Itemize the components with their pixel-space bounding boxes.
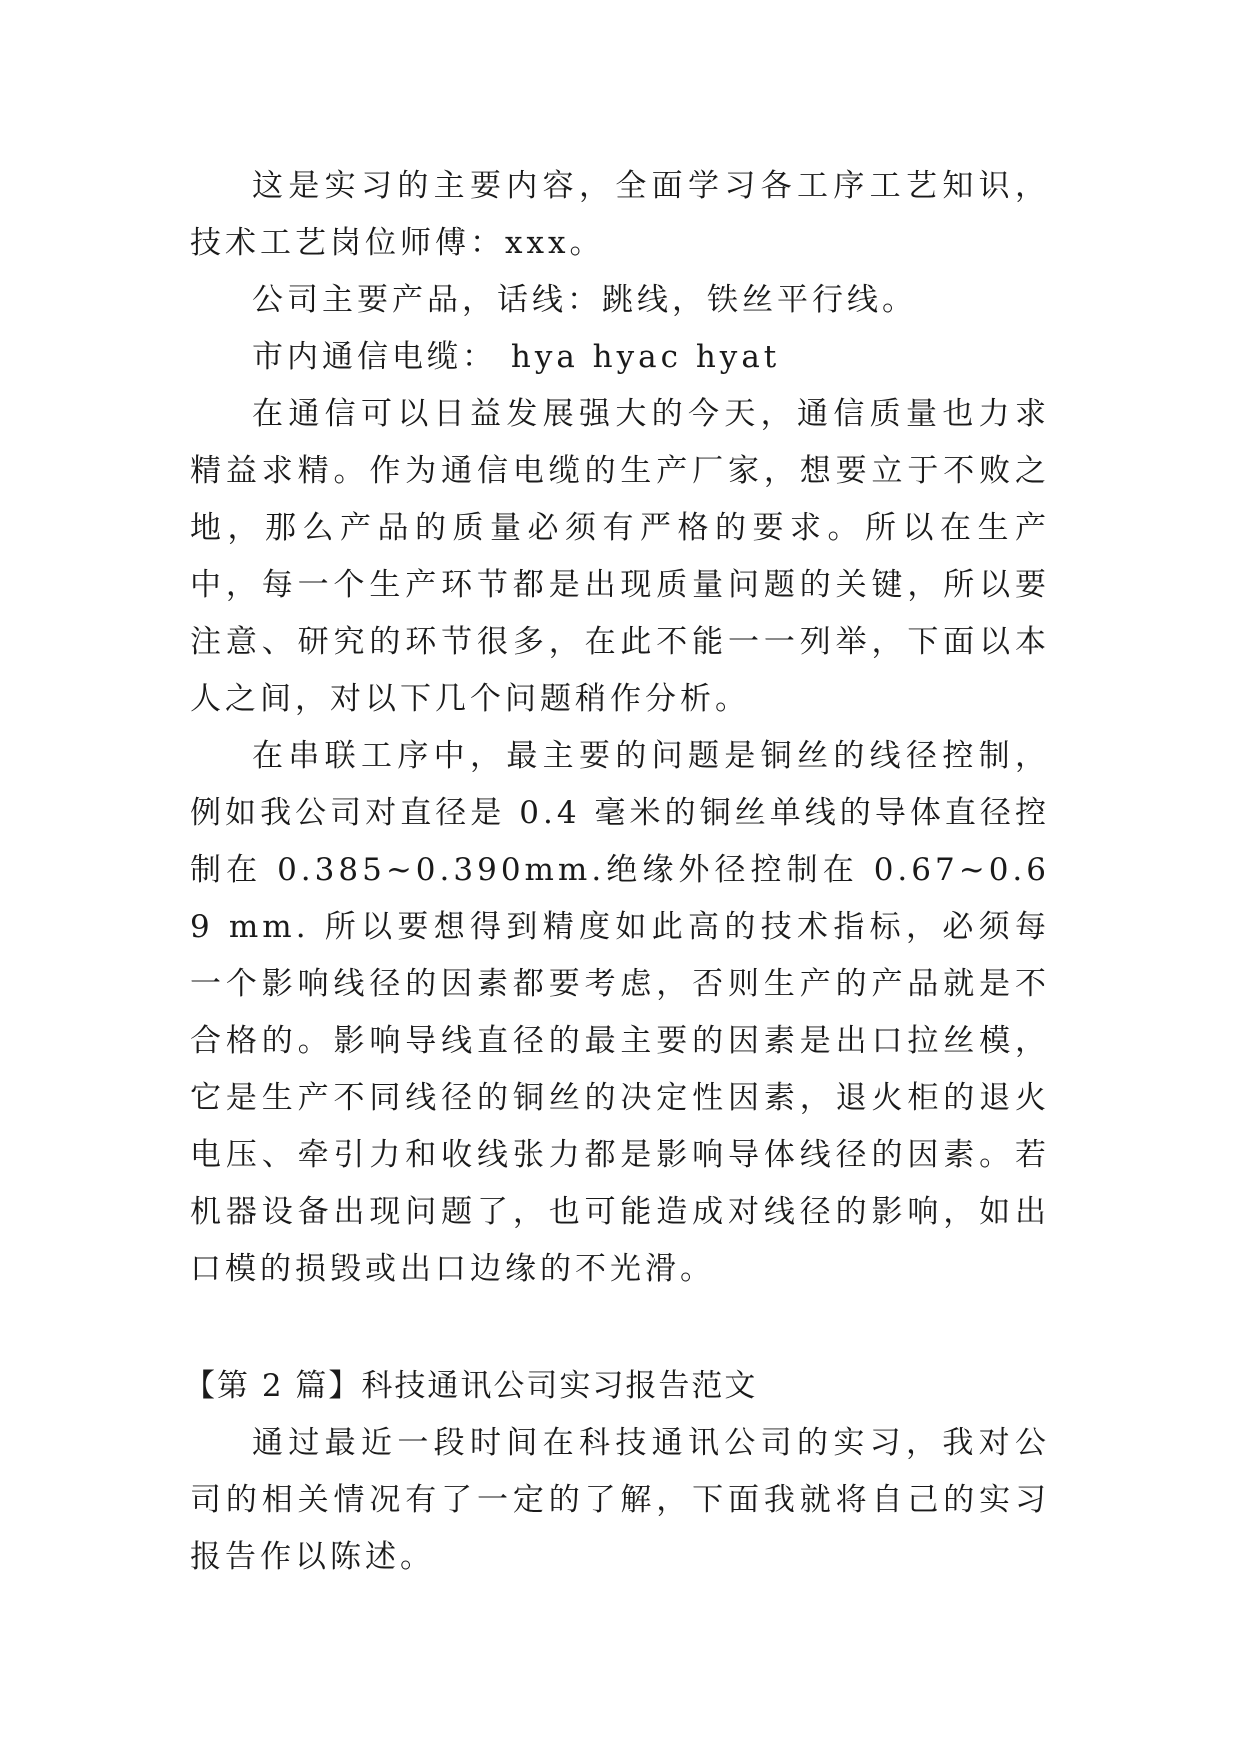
document-page — [184, 158, 1050, 1586]
paragraph-wire-diameter: 在串联工序中，最主要的问题是铜丝的线径控制，例如我公司对直径是 0.4 毫米的铜丝单线的导体直径控制在 0.385~0.390mm.绝缘外径控制在 0.67~0.69 mm. 所以要想得到精度如此高的技术指标，必须每一个影响线径的因素都要考虑，否则生产的产品就是不合格的。影响导线直径的最主要的因素是出口拉丝模，它是生产不同线径的铜丝的决定性因素，退火柜的退火电压、牵引力和收线张力都是影响导体线径的因素。若机器设备出现问题了，也可能造成对线径的影响，如出口模的损毁或出口边缘的不光滑。 — [190, 738, 1050, 1287]
section-2-heading: 【第 2 篇】科技通讯公司实习报告范文 — [184, 1368, 758, 1404]
paragraph-internship-content: 这是实习的主要内容，全面学习各工序工艺知识，技术工艺岗位师傅：xxx。 — [190, 168, 1050, 261]
paragraph-telecom-cable: 市内通信电缆： hya hyac hyat — [252, 339, 781, 375]
paragraph-quality: 在通信可以日益发展强大的今天，通信质量也力求精益求精。作为通信电缆的生产厂家，想要立于不败之地，那么产品的质量必须有严格的要求。所以在生产中，每一个生产环节都是出现质量问题的关键，所以要注意、研究的环节很多，在此不能一一列举，下面以本人之间，对以下几个问题稍作分析。 — [190, 396, 1050, 717]
section-2-paragraph: 通过最近一段时间在科技通讯公司的实习，我对公司的相关情况有了一定的了解，下面我就将自己的实习报告作以陈述。 — [190, 1425, 1050, 1575]
paragraph-main-products: 公司主要产品，话线：跳线，铁丝平行线。 — [252, 282, 917, 318]
